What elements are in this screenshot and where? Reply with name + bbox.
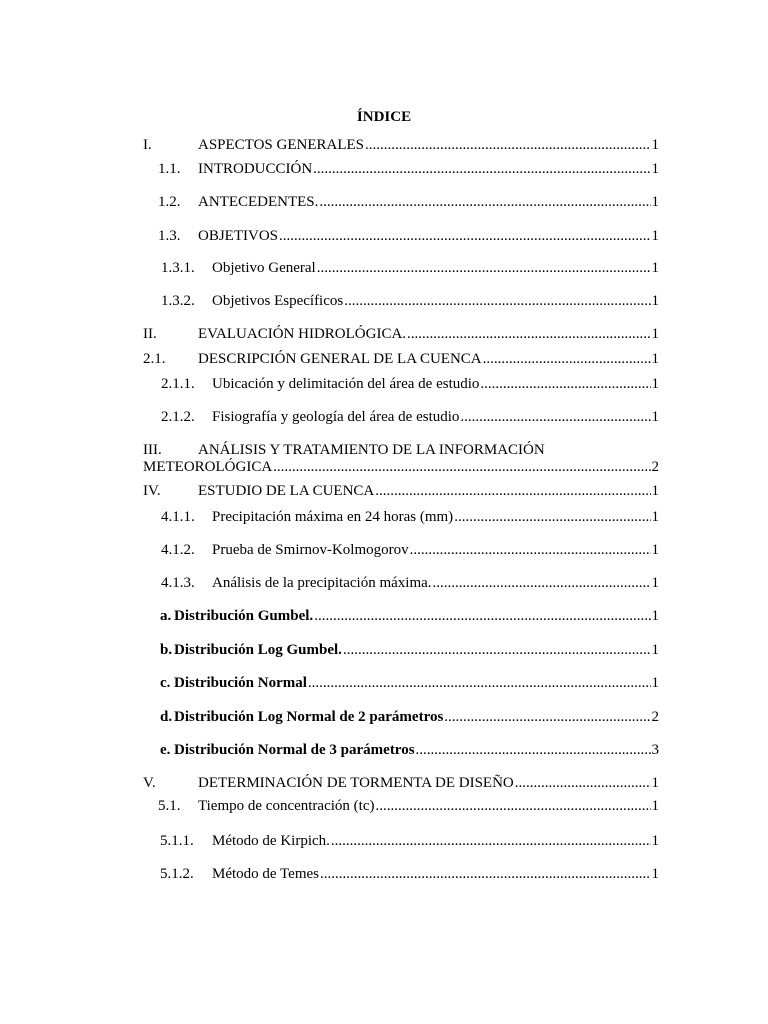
toc-page-number: 1 [651, 376, 659, 392]
toc-entry-iv[interactable] [143, 483, 659, 500]
toc-number: b. [160, 642, 173, 658]
toc-text: Método de Temes [212, 866, 319, 882]
toc-entry-2-1-1[interactable] [143, 376, 659, 393]
toc-leader-dots [454, 509, 650, 526]
toc-leader-dots [314, 608, 650, 625]
toc-number: 1.2. [158, 194, 181, 210]
toc-number: a. [160, 608, 172, 624]
toc-text-continued: METEOROLÓGICA [143, 459, 273, 475]
toc-entry-d[interactable] [143, 709, 659, 726]
toc-page-number: 1 [651, 326, 659, 342]
toc-page-number: 1 [651, 608, 659, 624]
toc-number: 2.1.2. [161, 409, 195, 425]
toc-leader-dots [320, 866, 651, 883]
toc-page-number: 1 [651, 228, 659, 244]
toc-leader-dots [273, 459, 650, 476]
toc-leader-dots [279, 228, 650, 245]
toc-number: 5.1.1. [160, 833, 194, 849]
toc-page-number: 1 [651, 798, 659, 814]
toc-leader-dots [460, 409, 650, 426]
toc-leader-dots [416, 742, 651, 759]
toc-page-number: 1 [651, 260, 659, 276]
toc-text: ASPECTOS GENERALES [198, 137, 364, 153]
toc-text: Análisis de la precipitación máxima. [212, 575, 432, 591]
toc-entry-i[interactable] [143, 137, 659, 154]
toc-text: Distribución Log Normal de 2 parámetros [174, 709, 444, 725]
toc-page-number: 1 [651, 509, 659, 525]
index-title: ÍNDICE [356, 109, 412, 125]
toc-number: 5.1.2. [160, 866, 194, 882]
toc-number: 2.1.1. [161, 376, 195, 392]
toc-text: DETERMINACIÓN DE TORMENTA DE DISEÑO [198, 775, 514, 791]
toc-page-number: 1 [651, 833, 659, 849]
toc-number: e. [160, 742, 171, 758]
toc-entry-2-1-2[interactable] [143, 409, 659, 426]
toc-text: Distribución Normal [174, 675, 307, 691]
toc-number: 4.1.3. [161, 575, 195, 591]
toc-text: Prueba de Smirnov-Kolmogorov [212, 542, 409, 558]
toc-leader-dots [410, 542, 651, 559]
toc-page-number: 1 [651, 642, 659, 658]
toc-entry-c[interactable] [143, 675, 659, 692]
toc-number: V. [143, 775, 156, 791]
toc-entry-1-3-1[interactable] [143, 260, 659, 277]
toc-leader-dots [317, 260, 651, 277]
toc-text: Precipitación máxima en 24 horas (mm) [212, 509, 454, 525]
toc-entry-5-1-2[interactable] [143, 866, 659, 883]
toc-number: 4.1.1. [161, 509, 195, 525]
toc-number: d. [160, 709, 173, 725]
toc-text: Método de Kirpich. [212, 833, 330, 849]
toc-entry-4-1-3[interactable] [143, 575, 659, 592]
toc-leader-dots [444, 709, 650, 726]
toc-entry-a[interactable] [143, 608, 659, 625]
toc-page-number: 1 [651, 866, 659, 882]
toc-number: IV. [143, 483, 161, 499]
toc-leader-dots [365, 137, 651, 154]
toc-text: Distribución Log Gumbel. [174, 642, 342, 658]
toc-text: Fisiografía y geología del área de estudio [212, 409, 460, 425]
toc-text: Distribución Normal de 3 parámetros [174, 742, 415, 758]
toc-leader-dots [313, 161, 650, 178]
toc-page-number: 1 [651, 293, 659, 309]
toc-number: 4.1.2. [161, 542, 195, 558]
toc-entry-v[interactable] [143, 775, 659, 792]
toc-entry-5-1[interactable] [143, 798, 659, 815]
toc-entry-1-1[interactable] [143, 161, 659, 178]
toc-leader-dots [375, 798, 650, 815]
toc-leader-dots [480, 376, 650, 393]
toc-text: ESTUDIO DE LA CUENCA [198, 483, 375, 499]
toc-text: ANÁLISIS Y TRATAMIENTO DE LA INFORMACIÓN [198, 442, 545, 458]
toc-leader-dots [331, 833, 651, 850]
toc-leader-dots [343, 642, 651, 659]
toc-number: 2.1. [143, 351, 166, 367]
toc-page-number: 1 [651, 409, 659, 425]
toc-leader-dots [407, 326, 650, 343]
toc-page-number: 1 [651, 542, 659, 558]
toc-leader-dots [319, 194, 650, 211]
toc-leader-dots [515, 775, 651, 792]
toc-entry-e[interactable] [143, 742, 659, 759]
toc-text: Distribución Gumbel. [174, 608, 314, 624]
toc-text: Tiempo de concentración (tc) [198, 798, 375, 814]
toc-entry-iii[interactable] [143, 442, 659, 476]
toc-page-number: 1 [651, 161, 659, 177]
toc-page-number: 1 [651, 351, 659, 367]
toc-text: Objetivo General [212, 260, 316, 276]
toc-leader-dots [344, 293, 650, 310]
toc-entry-5-1-1[interactable] [143, 833, 659, 850]
toc-leader-dots [375, 483, 650, 500]
toc-page-number: 3 [651, 742, 659, 758]
toc-entry-2-1[interactable] [143, 351, 659, 368]
toc-number: II. [143, 326, 157, 342]
toc-entry-4-1-1[interactable] [143, 509, 659, 526]
toc-page-number: 2 [651, 709, 659, 725]
toc-entry-1-2[interactable] [143, 194, 659, 211]
toc-page-number: 1 [651, 775, 659, 791]
toc-page-number: 1 [651, 675, 659, 691]
toc-number: 1.3. [158, 228, 181, 244]
toc-text: DESCRIPCIÓN GENERAL DE LA CUENCA [198, 351, 482, 367]
toc-page-number: 1 [651, 137, 659, 153]
toc-text: ANTECEDENTES. [198, 194, 319, 210]
toc-entry-1-3-2[interactable] [143, 293, 659, 310]
toc-leader-dots [483, 351, 651, 368]
toc-leader-dots [308, 675, 651, 692]
toc-text: INTRODUCCIÓN [198, 161, 313, 177]
toc-entry-1-3[interactable] [143, 228, 659, 245]
toc-leader-dots [433, 575, 651, 592]
toc-text: Ubicación y delimitación del área de estudio [212, 376, 480, 392]
toc-number: c. [160, 675, 171, 691]
toc-number: III. [143, 442, 162, 458]
toc-number: 1.1. [158, 161, 181, 177]
toc-entry-b[interactable] [143, 642, 659, 659]
toc-entry-4-1-2[interactable] [143, 542, 659, 559]
toc-number: 5.1. [158, 798, 181, 814]
toc-page-number: 1 [651, 483, 659, 499]
toc-number: 1.3.1. [161, 260, 195, 276]
toc-number: 1.3.2. [161, 293, 195, 309]
toc-entry-ii[interactable] [143, 326, 659, 343]
toc-page-number: 1 [651, 194, 659, 210]
toc-number: I. [143, 137, 152, 153]
toc-page-number: 1 [651, 575, 659, 591]
toc-text: OBJETIVOS [198, 228, 279, 244]
toc-text: Objetivos Específicos [212, 293, 344, 309]
toc-text: EVALUACIÓN HIDROLÓGICA. [198, 326, 407, 342]
toc-page-number: 2 [651, 459, 659, 475]
